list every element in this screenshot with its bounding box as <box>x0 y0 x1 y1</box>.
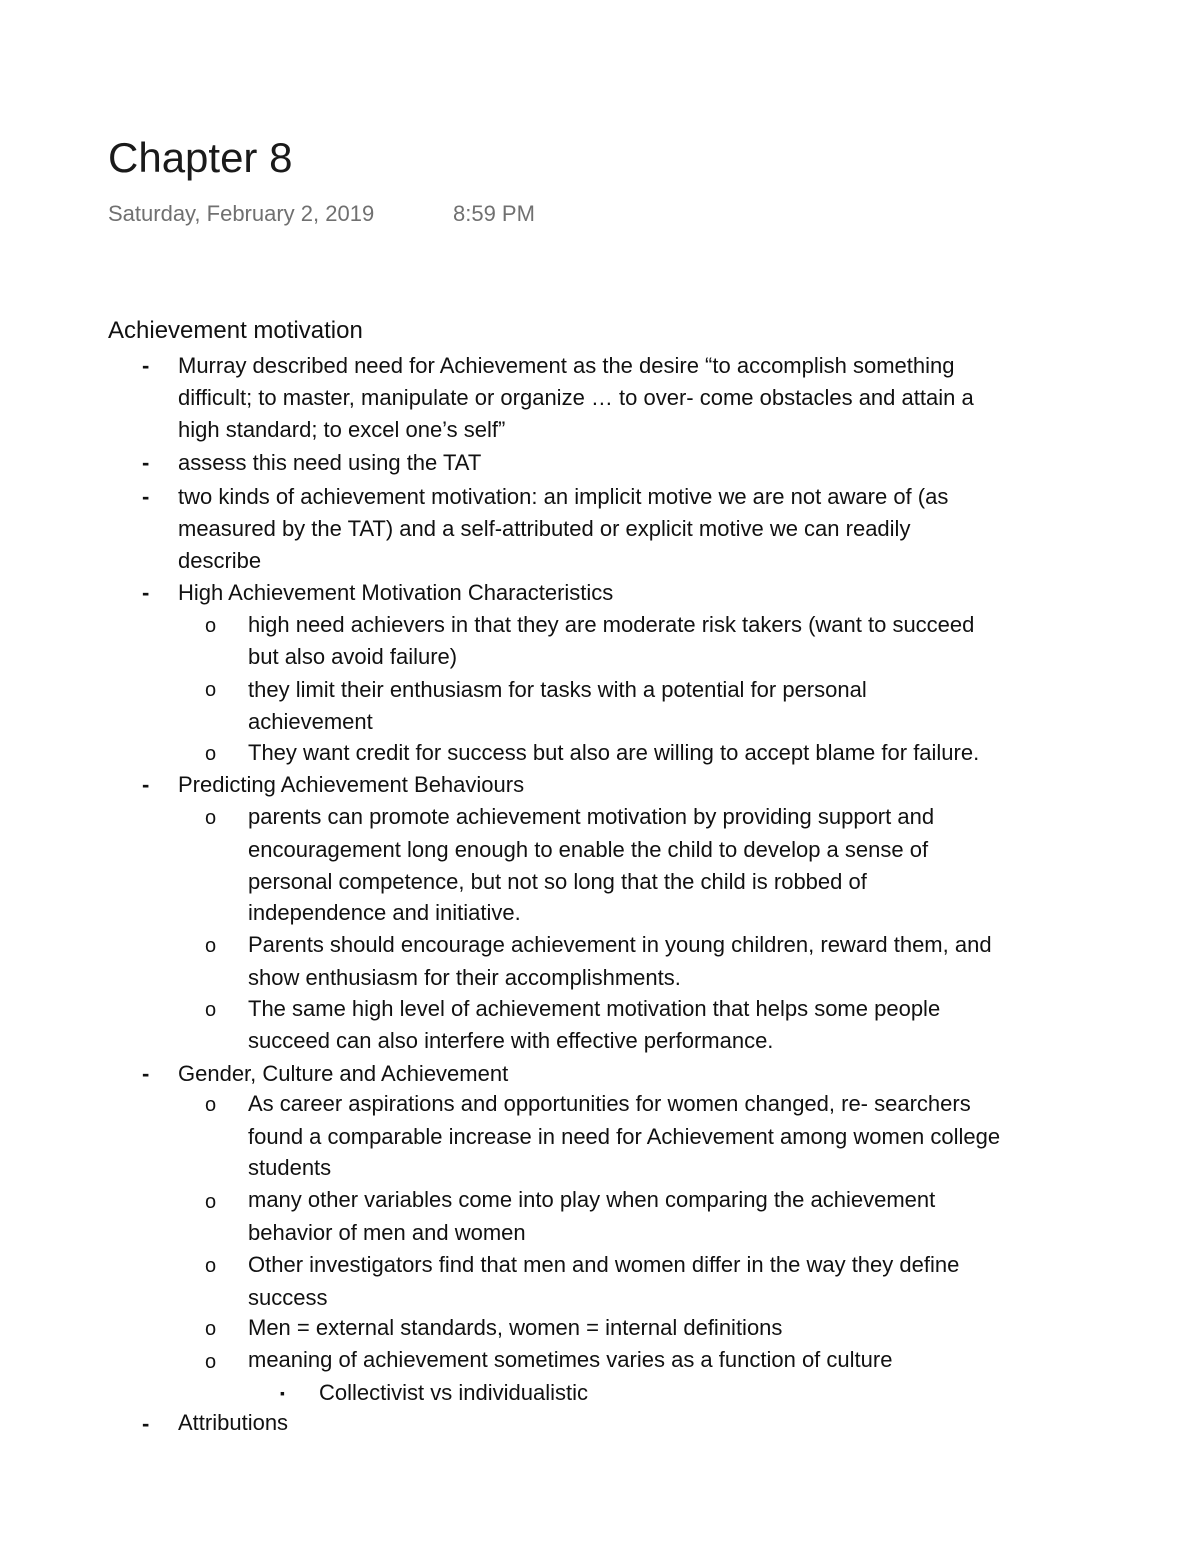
dash-bullet-icon: - <box>142 484 150 509</box>
note-date: Saturday, February 2, 2019 <box>108 201 375 226</box>
circle-bullet-icon: o <box>205 1255 217 1277</box>
circle-bullet-icon: o <box>205 743 217 765</box>
bullet-line: Murray described need for Achievement as the desire “to accomplish something <box>178 353 955 378</box>
dash-bullet-icon: - <box>142 1061 150 1086</box>
sub-bullet-line: achievement <box>248 709 373 734</box>
circle-bullet-icon: o <box>205 1318 217 1340</box>
dash-bullet-icon: - <box>142 450 150 475</box>
sub-bullet-line: Men = external standards, women = internal definitions <box>248 1315 783 1340</box>
sub-bullet-line: students <box>248 1155 332 1180</box>
sub-bullet-line: behavior of men and women <box>248 1220 526 1245</box>
sub-bullet-line: parents can promote achievement motivation by providing support and <box>248 804 935 829</box>
page-title: Chapter 8 <box>108 134 293 181</box>
sub-bullet-line: they limit their enthusiasm for tasks with a potential for personal <box>248 677 867 702</box>
dash-bullet-icon: - <box>142 772 150 797</box>
circle-bullet-icon: o <box>205 1351 217 1373</box>
dash-bullet-icon: - <box>142 353 150 378</box>
bullet-line: Predicting Achievement Behaviours <box>178 772 525 797</box>
sub-bullet-line: succeed can also interfere with effective performance. <box>248 1028 774 1053</box>
sub-bullet-line: encouragement long enough to enable the child to develop a sense of <box>248 837 929 862</box>
circle-bullet-icon: o <box>205 1094 217 1116</box>
sub-sub-bullet-line: Collectivist vs individualistic <box>319 1380 588 1405</box>
sub-bullet-line: independence and initiative. <box>248 900 521 925</box>
sub-bullet-line: Other investigators find that men and women differ in the way they define <box>248 1252 960 1277</box>
circle-bullet-icon: o <box>205 615 217 637</box>
circle-bullet-icon: o <box>205 679 217 701</box>
dash-bullet-icon: - <box>142 1411 150 1436</box>
sub-bullet-line: The same high level of achievement motivation that helps some people <box>248 996 941 1021</box>
section-heading: Achievement motivation <box>108 317 363 344</box>
circle-bullet-icon: o <box>205 935 217 957</box>
bullet-line: assess this need using the TAT <box>178 450 482 475</box>
sub-bullet-line: As career aspirations and opportunities for women changed, re- searchers <box>248 1091 971 1116</box>
dash-bullet-icon: - <box>142 580 150 605</box>
bullet-line: measured by the TAT) and a self-attributed or explicit motive we can readily <box>178 516 911 541</box>
bullet-line: Gender, Culture and Achievement <box>178 1061 509 1086</box>
bullet-line: high standard; to excel one’s self” <box>178 417 506 442</box>
bullet-line: describe <box>178 548 262 573</box>
square-bullet-icon: ▪ <box>280 1385 285 1401</box>
sub-bullet-line: found a comparable increase in need for Achievement among women college <box>248 1124 1001 1149</box>
sub-bullet-line: success <box>248 1285 328 1310</box>
sub-bullet-line: but also avoid failure) <box>248 644 458 669</box>
bullet-line: High Achievement Motivation Characteristics <box>178 580 614 605</box>
bullet-line: two kinds of achievement motivation: an implicit motive we are not aware of (as <box>178 484 949 509</box>
sub-bullet-line: show enthusiasm for their accomplishments. <box>248 965 681 990</box>
sub-bullet-line: meaning of achievement sometimes varies as a function of culture <box>248 1347 893 1372</box>
sub-bullet-line: personal competence, but not so long that the child is robbed of <box>248 869 867 894</box>
circle-bullet-icon: o <box>205 807 217 829</box>
sub-bullet-line: They want credit for success but also are willing to accept blame for failure. <box>248 740 980 765</box>
circle-bullet-icon: o <box>205 999 217 1021</box>
bullet-line: difficult; to master, manipulate or organize … to over- come obstacles and attain a <box>178 385 974 410</box>
sub-bullet-line: Parents should encourage achievement in young children, reward them, and <box>248 932 992 957</box>
note-time: 8:59 PM <box>453 201 535 226</box>
circle-bullet-icon: o <box>205 1191 217 1213</box>
sub-bullet-line: many other variables come into play when comparing the achievement <box>248 1187 936 1212</box>
sub-bullet-line: high need achievers in that they are moderate risk takers (want to succeed <box>248 612 975 637</box>
bullet-line: Attributions <box>178 1410 289 1435</box>
